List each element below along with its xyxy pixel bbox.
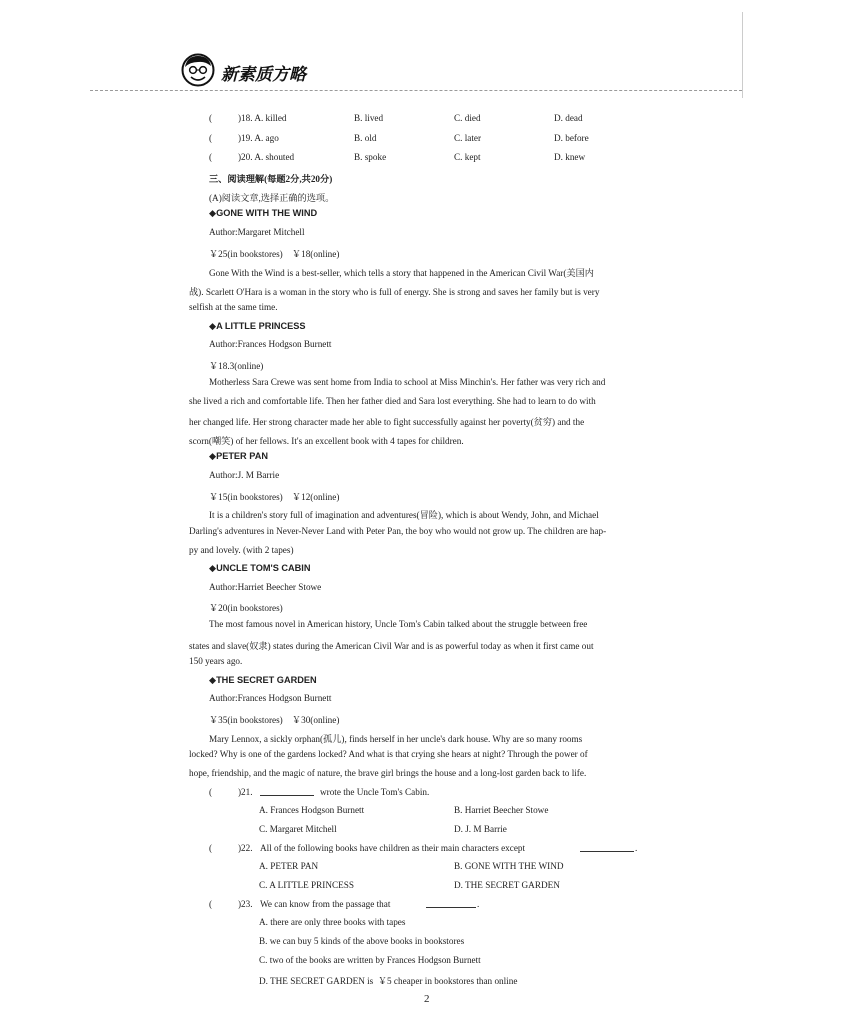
book-title-peter-pan: ◆PETER PAN xyxy=(209,451,268,461)
paragraph-line: selfish at the same time. xyxy=(189,302,278,312)
section-title: 三、阅读理解(每题2分,共20分) xyxy=(209,174,333,184)
option-a: A. there are only three books with tapes xyxy=(259,917,406,927)
paragraph-line: locked? Why is one of the gardens locked? And what is that crying she hears at night? Through the power of xyxy=(189,749,588,759)
option-a: A. Frances Hodgson Burnett xyxy=(259,805,365,815)
option-d: D. THE SECRET GARDEN is ￥5 cheaper in bookstores than online xyxy=(259,976,518,986)
page-number: 2 xyxy=(424,993,430,1005)
paragraph-line: py and lovely. (with 2 tapes) xyxy=(189,545,294,555)
option-c: C. two of the books are written by Frances Hodgson Burnett xyxy=(259,955,481,965)
header-divider xyxy=(90,90,742,91)
book-title-a-little-princess: ◆A LITTLE PRINCESS xyxy=(209,321,306,331)
option-b: B. we can buy 5 kinds of the above books in bookstores xyxy=(259,936,465,946)
book-title-gone-with-the-wind: ◆GONE WITH THE WIND xyxy=(209,208,318,218)
book-price: ￥18.3(online) xyxy=(209,361,264,371)
paragraph-line: states and slave(奴隶) states during the American Civil War and is as powerful today as when it first came out xyxy=(189,641,594,651)
option-b: B. Harriet Beecher Stowe xyxy=(454,805,549,815)
paragraph-line: It is a children's story full of imagination and adventures(冒险), which is about Wendy, John, and Michael xyxy=(209,510,599,520)
paragraph-line: she lived a rich and comfortable life. Then her father died and Sara lost everything. She had to learn to do with xyxy=(189,396,596,406)
book-author: Author:Frances Hodgson Burnett xyxy=(209,693,332,703)
option-d: D. THE SECRET GARDEN xyxy=(454,880,560,890)
paragraph-line: Gone With the Wind is a best-seller, which tells a story that happened in the American Civil War(美国内 xyxy=(209,268,594,278)
answer-blank[interactable] xyxy=(426,899,476,908)
paragraph-line: hope, friendship, and the magic of nature, the brave girl brings the house and a long-lost garden back to life. xyxy=(189,768,587,778)
section-instruction: (A)阅读文章,选择正确的选项。 xyxy=(209,193,335,203)
option-a: A. PETER PAN xyxy=(259,861,319,871)
paragraph-line: The most famous novel in American history, Uncle Tom's Cabin talked about the struggle between free xyxy=(209,619,588,629)
book-price: ￥35(in bookstores) ￥30(online) xyxy=(209,715,340,725)
book-price: ￥25(in bookstores) ￥18(online) xyxy=(209,249,340,259)
book-price: ￥15(in bookstores) ￥12(online) xyxy=(209,492,340,502)
book-author: Author:Harriet Beecher Stowe xyxy=(209,582,322,592)
paragraph-line: Motherless Sara Crewe was sent home from India to school at Miss Minchin's. Her father was very rich and xyxy=(209,377,606,387)
book-author: Author:Margaret Mitchell xyxy=(209,227,305,237)
option-c: C. A LITTLE PRINCESS xyxy=(259,880,354,890)
option-d: D. J. M Barrie xyxy=(454,824,507,834)
option-c: C. Margaret Mitchell xyxy=(259,824,337,834)
paragraph-line: 150 years ago. xyxy=(189,656,243,666)
paragraph-line: scorn(嘲笑) of her fellows. It's an excellent book with 4 tapes for children. xyxy=(189,436,464,446)
option-b: B. GONE WITH THE WIND xyxy=(454,861,564,871)
answer-blank[interactable] xyxy=(260,787,314,796)
paragraph-line: Darling's adventures in Never-Never Land with Peter Pan, the boy who would not grow up. The children are hap- xyxy=(189,526,607,536)
paragraph-line: Mary Lennox, a sickly orphan(孤儿), finds herself in her uncle's dark house. Why are so many rooms xyxy=(209,734,583,744)
cartoon-face-logo-icon xyxy=(181,53,215,87)
book-author: Author:J. M Barrie xyxy=(209,470,280,480)
brand-title: 新素质方略 xyxy=(221,65,306,85)
book-author: Author:Frances Hodgson Burnett xyxy=(209,339,332,349)
paragraph-line: her changed life. Her strong character made her able to fight successfully against her poverty(贫穷) and the xyxy=(189,417,585,427)
page-edge-line xyxy=(742,12,743,98)
paragraph-line: 战). Scarlett O'Hara is a woman in the story who is full of energy. She is strong and saves her family but is very xyxy=(189,287,600,297)
book-price: ￥20(in bookstores) xyxy=(209,603,283,613)
answer-blank[interactable] xyxy=(580,843,634,852)
book-title-the-secret-garden: ◆THE SECRET GARDEN xyxy=(209,675,317,685)
book-title-uncle-toms-cabin: ◆UNCLE TOM'S CABIN xyxy=(209,563,311,573)
